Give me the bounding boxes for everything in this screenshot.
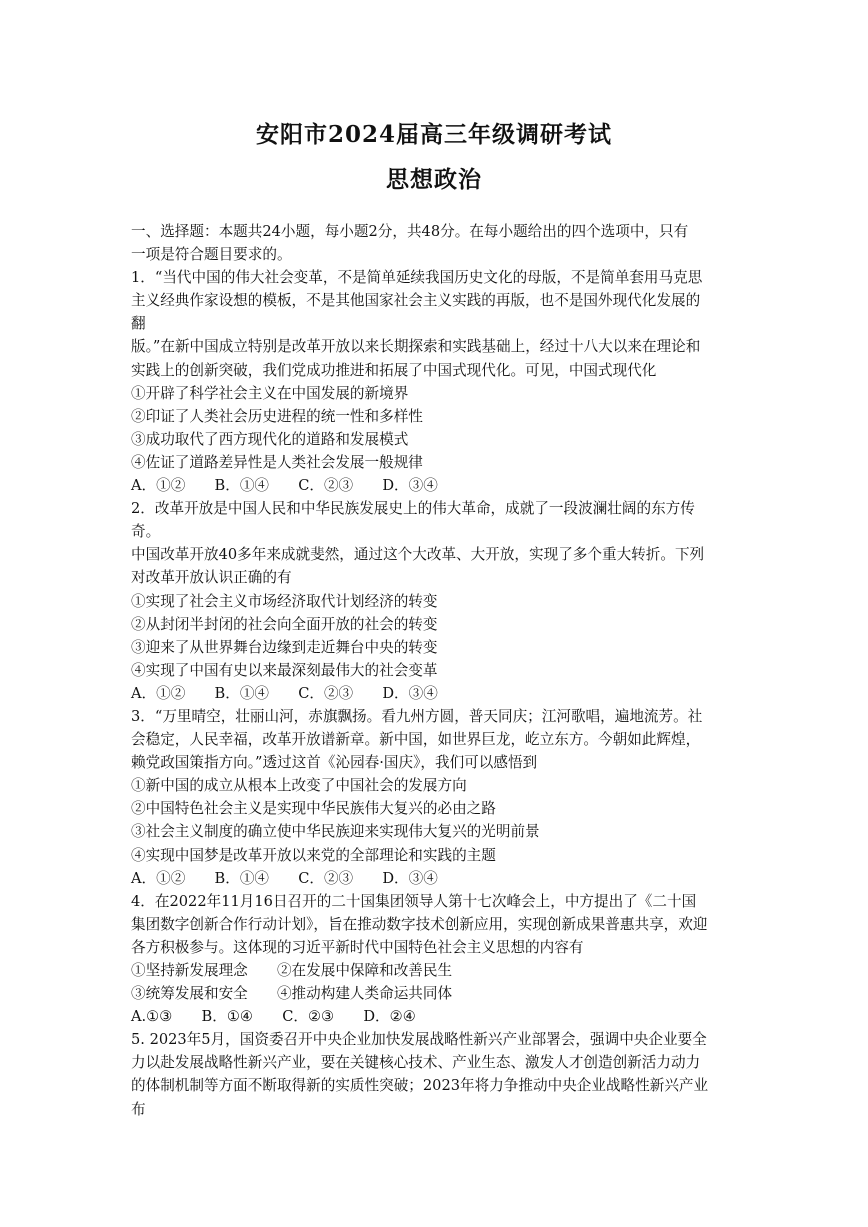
text-line: 布 <box>131 1100 146 1118</box>
text-line: 奇。 <box>131 523 161 541</box>
subject-title: 思想政治 <box>386 166 482 193</box>
text-line: 翻 <box>131 315 146 333</box>
statement-1: ①实现了社会主义市场经济取代计划经济的转变 <box>131 592 438 610</box>
text-line: 各方积极参与。这体现的习近平新时代中国特色社会主义思想的内容有 <box>131 938 584 956</box>
statement-4: ④佐证了道路差异性是人类社会发展一般规律 <box>131 453 423 471</box>
statement-3: ③迎来了从世界舞台边缘到走近舞台中央的转变 <box>131 638 438 656</box>
question-5-stem: 5. 2023年5月，国资委召开中央企业加快发展战略性新兴产业部署会，强调中央企业要全 <box>131 1031 707 1049</box>
statement-4: ④实现了中国有史以来最深刻最伟大的社会变革 <box>131 661 438 679</box>
text-line: 的体制机制等方面不断取得新的实质性突破；2023年将力争推动中央企业战略性新兴产业 <box>131 1077 709 1095</box>
statement-4: ④实现中国梦是改革开放以来党的全部理论和实践的主题 <box>131 846 496 864</box>
question-1-stem: 1．“当代中国的伟大社会变革，不是简单延续我国历史文化的母版，不是简单套用马克思 <box>131 269 703 287</box>
statement-3: ③社会主义制度的确立使中华民族迎来实现伟大复兴的光明前景 <box>131 823 540 841</box>
question-body <box>131 220 741 1121</box>
text-line: 对改革开放认识正确的有 <box>131 569 292 587</box>
statements-1-2: ①坚持新发展理念 ②在发展中保障和改善民生 <box>131 962 453 979</box>
answer-options: A.①③ B．①④ C．②③ D．②④ <box>131 1008 416 1026</box>
question-2-stem: 2．改革开放是中国人民和中华民族发展史上的伟大革命，成就了一段波澜壮阔的东方传 <box>131 500 695 518</box>
statement-1: ①新中国的成立从根本上改变了中国社会的发展方向 <box>131 777 467 795</box>
answer-options: A．①② B．①④ C．②③ D．③④ <box>131 869 438 887</box>
text-line: 实践上的创新突破，我们党成功推进和拓展了中国式现代化。可见，中国式现代化 <box>131 361 657 379</box>
statement-3: ③成功取代了西方现代化的道路和发展模式 <box>131 430 409 448</box>
text-line: 集团数字创新合作行动计划》，旨在推动数字技术创新应用，实现创新成果普惠共享，欢迎 <box>131 915 708 933</box>
text-line: 中国改革开放40多年来成就斐然，通过这个大改革、大开放，实现了多个重大转折。下列 <box>131 546 705 564</box>
question-3-stem: 3．“万里晴空，壮丽山河，赤旗飘扬。看九州方圆，普天同庆；江河歌唱，遍地流芳。社 <box>131 707 703 725</box>
text-line: 会稳定，人民幸福，改革开放谱新章。新中国，如世界巨龙，屹立东方。今朝如此辉煌， <box>131 731 701 749</box>
text-line: 一项是符合题目要求的。 <box>131 246 292 264</box>
statement-1: ①开辟了科学社会主义在中国发展的新境界 <box>131 384 409 402</box>
statement-2: ②印证了人类社会历史进程的统一性和多样性 <box>131 407 423 425</box>
text-line: 版。”在新中国成立特别是改革开放以来长期探索和实践基础上，经过十八大以来在理论和 <box>131 338 701 356</box>
question-4-stem: 4．在2022年11月16日召开的二十国集团领导人第十七次峰会上，中方提出了《二十国 <box>131 892 697 910</box>
statement-2: ②从封闭半封闭的社会向全面开放的社会的转变 <box>131 615 438 633</box>
answer-options: A．①② B．①④ C．②③ D．③④ <box>131 684 438 702</box>
statements-3-4: ③统筹发展和安全 ④推动构建人类命运共同体 <box>131 985 453 1003</box>
text-line: 赖党政国策指方向。”透过这首《沁园春·国庆》，我们可以感悟到 <box>131 754 538 772</box>
text-line: 力以赴发展战略性新兴产业，要在关键核心技术、产业生态、激发人才创造创新活力动力 <box>131 1054 701 1072</box>
text-line: 主义经典作家设想的模板，不是其他国家社会主义实践的再版，也不是国外现代化发展的 <box>131 292 701 310</box>
text-line: 一、选择题：本题共24小题，每小题2分，共48分。在每小题给出的四个选项中，只有 <box>131 223 689 240</box>
exam-title: 安阳市2024届高三年级调研考试 <box>255 121 612 148</box>
statement-2: ②中国特色社会主义是实现中华民族伟大复兴的必由之路 <box>131 800 496 818</box>
answer-options: A．①② B．①④ C．②③ D．③④ <box>131 477 438 495</box>
